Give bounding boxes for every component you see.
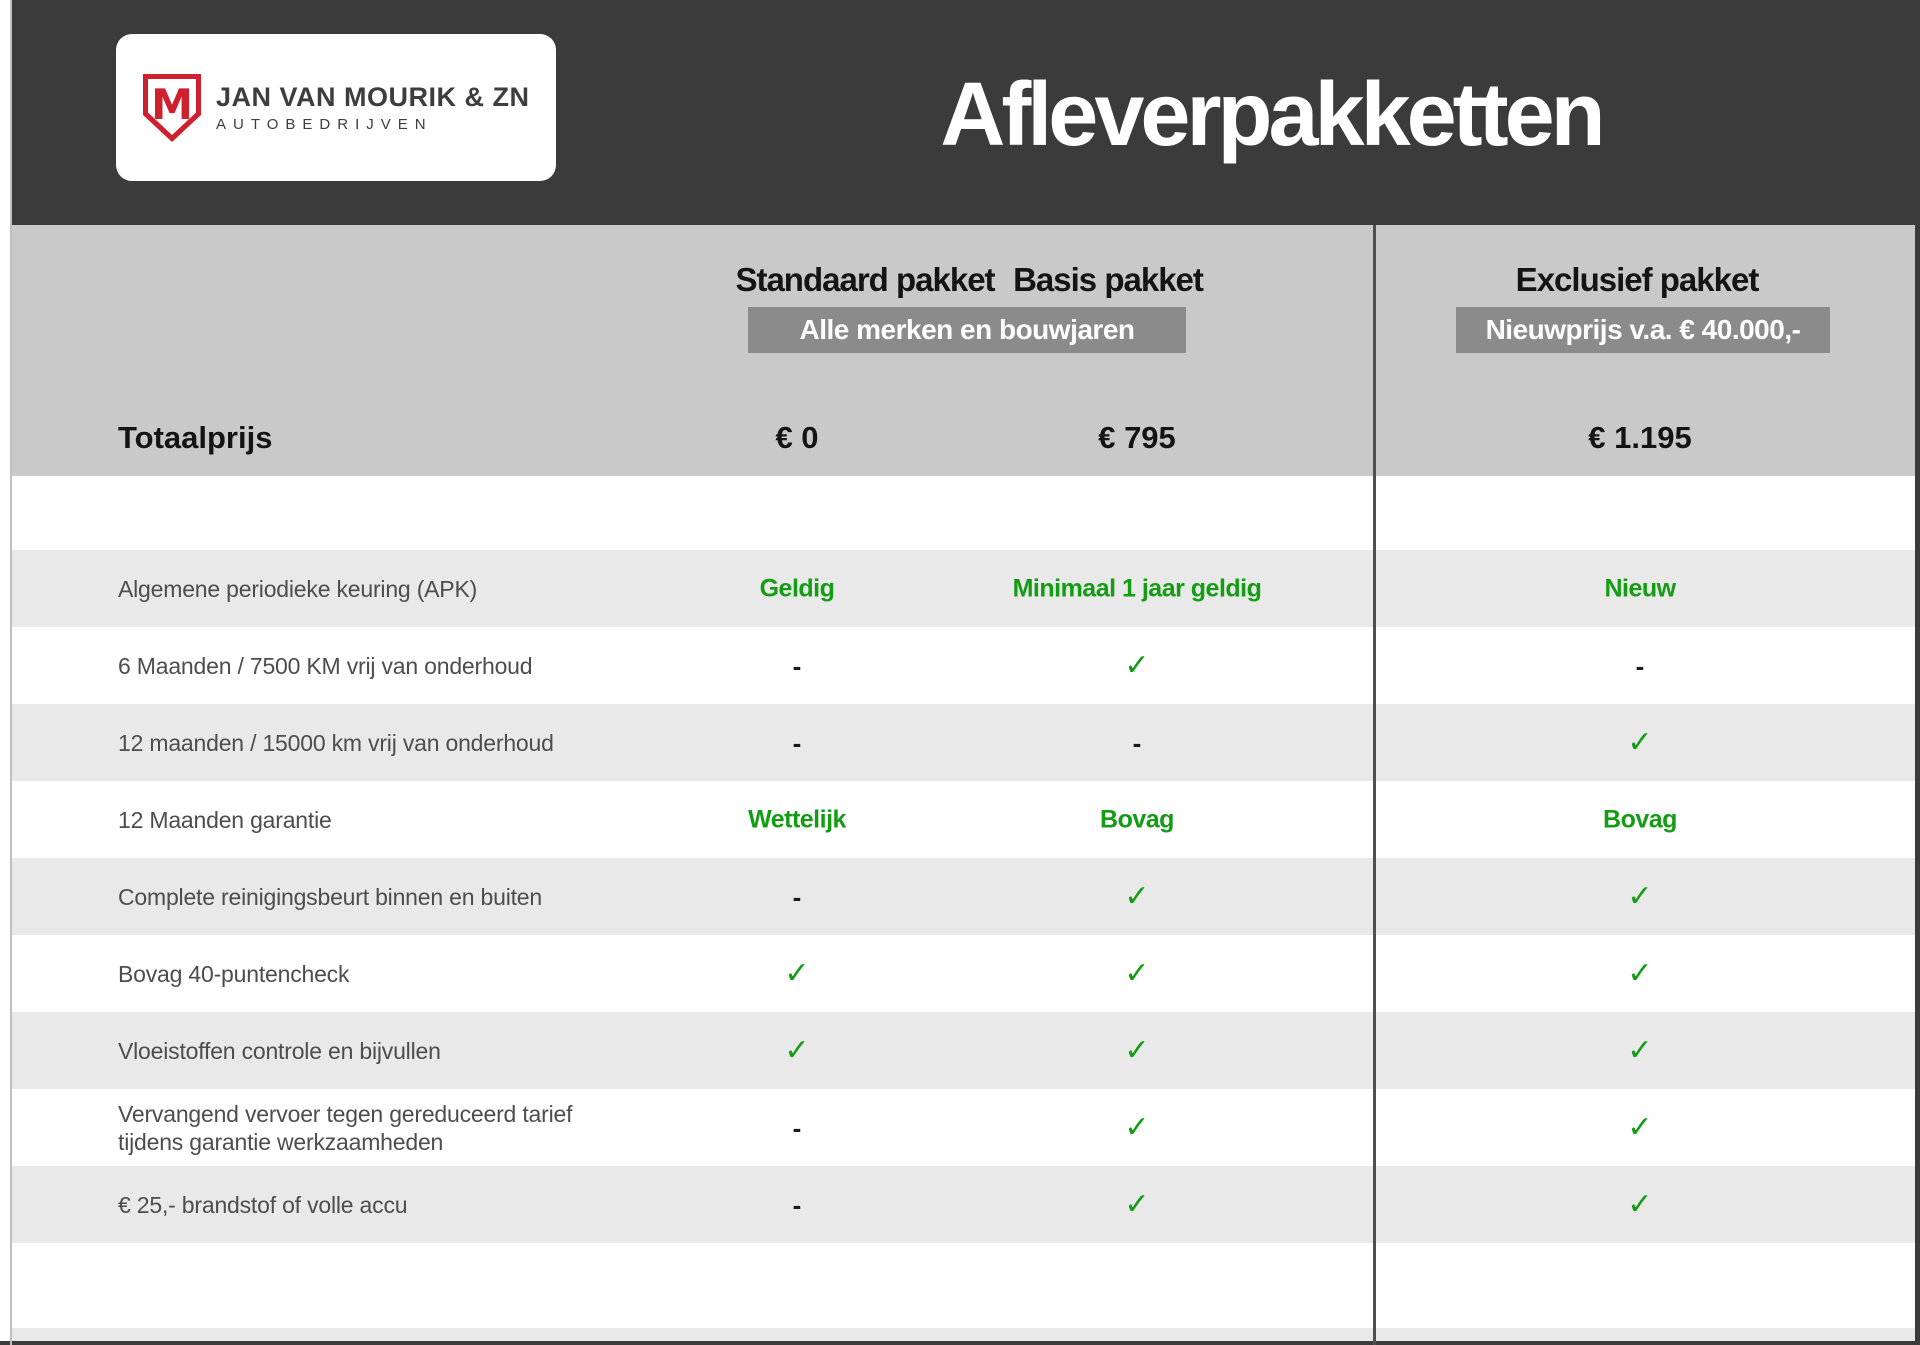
table-row <box>12 1089 1915 1166</box>
row-cell: ✓ <box>1124 956 1150 990</box>
table-row <box>12 1012 1915 1089</box>
table-row <box>12 627 1915 704</box>
total-price-exclusief: € 1.195 <box>1588 420 1692 455</box>
row-cell: - <box>792 881 802 912</box>
row-label: Bovag 40-puntencheck <box>118 960 350 987</box>
row-cell: ✓ <box>784 956 810 990</box>
row-label: Complete reinigingsbeurt binnen en buiten <box>118 883 542 910</box>
row-cell: Minimaal 1 jaar geldig <box>1012 574 1262 602</box>
svg-text:M: M <box>151 79 193 129</box>
row-cell: ✓ <box>1627 1110 1653 1144</box>
row-cell: - <box>792 1112 802 1143</box>
logo-inner <box>116 73 530 143</box>
table-row <box>12 704 1915 781</box>
badge-all-brands: Alle merken en bouwjaren <box>748 307 1186 353</box>
company-name: JAN VAN MOURIK & ZN <box>216 82 530 112</box>
row-cell: ✓ <box>1124 879 1150 913</box>
table-row <box>12 781 1915 858</box>
totals-label: Totaalprijs <box>118 420 273 455</box>
row-cell: Bovag <box>1603 805 1677 833</box>
table-row <box>12 1166 1915 1243</box>
row-label: Vloeistoffen controle en bijvullen <box>118 1037 441 1064</box>
row-cell: Nieuw <box>1604 574 1676 602</box>
row-label: 12 maanden / 15000 km vrij van onderhoud <box>118 729 554 756</box>
row-cell: - <box>1132 727 1142 758</box>
row-cell: ✓ <box>1627 725 1653 759</box>
feature-table <box>12 550 1915 1243</box>
total-price-standaard: € 0 <box>775 420 819 455</box>
row-cell: Geldig <box>759 574 835 602</box>
row-cell: - <box>792 650 802 681</box>
badge-new-price: Nieuwprijs v.a. € 40.000,- <box>1456 307 1830 353</box>
row-label: Algemene periodieke keuring (APK) <box>118 575 478 602</box>
table-row <box>12 550 1915 627</box>
column-header-basis: Basis pakket <box>1013 261 1203 298</box>
left-edge-line <box>10 0 12 1345</box>
package-header-band <box>12 225 1915 476</box>
row-cell: ✓ <box>1627 879 1653 913</box>
row-cell: ✓ <box>784 1033 810 1067</box>
page-title: Afleverpakketten <box>940 65 1602 165</box>
company-subtitle: AUTOBEDRIJVEN <box>216 116 433 133</box>
row-cell: - <box>792 1189 802 1220</box>
row-cell: ✓ <box>1124 1110 1150 1144</box>
row-label: Vervangend vervoer tegen gereduceerd tarief tijdens garantie werkzaamheden <box>118 1100 573 1155</box>
page-header <box>12 0 1915 225</box>
row-cell: ✓ <box>1627 956 1653 990</box>
row-label: € 25,- brandstof of volle accu <box>118 1191 408 1218</box>
column-header-exclusief: Exclusief pakket <box>1515 261 1759 298</box>
company-logo <box>116 34 556 181</box>
row-label: 6 Maanden / 7500 KM vrij van onderhoud <box>118 652 533 679</box>
right-edge-strip <box>1915 0 1920 1345</box>
row-cell: ✓ <box>1124 1033 1150 1067</box>
row-cell: ✓ <box>1627 1187 1653 1221</box>
row-cell: Bovag <box>1100 805 1174 833</box>
row-cell: - <box>1635 650 1645 681</box>
logo-text-block <box>216 82 530 133</box>
row-cell: - <box>792 727 802 758</box>
bottom-border <box>0 1341 1920 1345</box>
shield-m-icon <box>142 73 202 143</box>
table-row <box>12 935 1915 1012</box>
total-price-basis: € 795 <box>1098 420 1176 455</box>
row-cell: ✓ <box>1124 1187 1150 1221</box>
row-cell: ✓ <box>1124 648 1150 682</box>
row-label: 12 Maanden garantie <box>118 806 332 833</box>
row-cell: Wettelijk <box>748 805 846 833</box>
row-cell: ✓ <box>1627 1033 1653 1067</box>
exclusief-column-divider <box>1373 225 1376 1345</box>
table-row <box>12 858 1915 935</box>
bottom-stripe <box>12 1328 1915 1341</box>
column-header-standaard: Standaard pakket <box>735 261 995 298</box>
